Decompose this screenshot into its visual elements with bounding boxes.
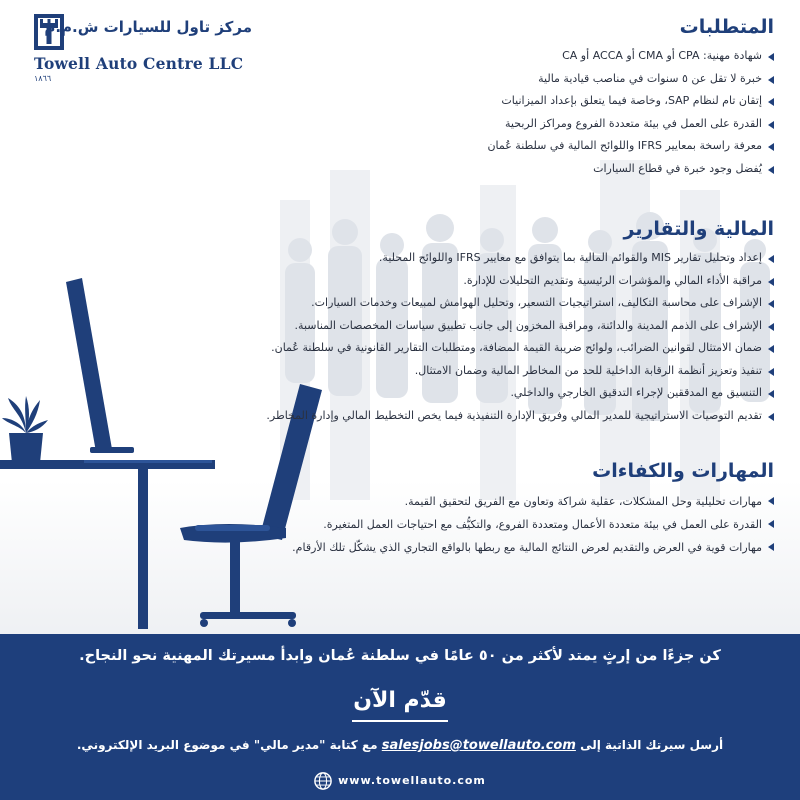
footer-banner — [0, 634, 800, 800]
list-item: الإشراف على الذمم المدينة والدائنة، ومراقبة المخزون إلى جانب تطبيق سياسات المخصصات المناسبة. — [254, 318, 774, 335]
send-cv-instructions — [0, 738, 800, 753]
plant-icon — [2, 396, 48, 463]
skills-section — [254, 458, 774, 561]
list-item: تقديم التوصيات الاستراتيجية للمدير المالي وفريق الإدارة التنفيذية فيما يخص التخطيط المالي وإدارة المخاطر. — [254, 408, 774, 425]
apply-now-heading: قدّم الآن — [353, 688, 447, 713]
company-logo — [32, 14, 252, 86]
apply-underline — [352, 720, 448, 722]
monitor — [66, 278, 134, 453]
list-item: إعداد وتحليل تقارير MIS والقوائم المالية بما يتوافق مع معايير IFRS واللوائح المحلية. — [254, 250, 774, 267]
list-item: معرفة راسخة بمعايير IFRS واللوائح المالية في سلطنة عُمان — [254, 138, 774, 155]
list-item: مراقبة الأداء المالي والمؤشرات الرئيسية وتقديم التحليلات للإدارة. — [254, 273, 774, 290]
job-details — [254, 14, 774, 554]
email-link[interactable]: salesjobs@towellauto.com — [381, 738, 576, 753]
list-item: شهادة مهنية: CPA أو CMA أو ACCA أو CA — [254, 48, 774, 65]
skills-list — [254, 492, 774, 557]
list-item: ضمان الامتثال لقوانين الضرائب، ولوائح ضريبة القيمة المضافة، ومتطلبات التقارير القانونية في سلطنة عُمان. — [254, 340, 774, 357]
skills-title: المهارات والكفاءات — [592, 460, 774, 482]
requirements-section — [254, 14, 774, 177]
list-item: يُفضل وجود خبرة في قطاع السيارات — [254, 161, 774, 178]
website-row — [0, 772, 800, 790]
requirements-list — [254, 48, 774, 177]
list-item: الإشراف على محاسبة التكاليف، استراتيجيات التسعير، وتحليل الهوامش لمبيعات وخدمات السيارات. — [254, 295, 774, 312]
finance-list — [254, 250, 774, 424]
requirements-title: المتطلبات — [679, 16, 774, 38]
finance-section — [254, 216, 774, 430]
logo-arabic-name: مركز تاول للسيارات ش.م.م — [44, 18, 252, 36]
logo-year: ١٨٦٦ — [34, 74, 52, 83]
list-item: خبرة لا تقل عن ٥ سنوات في مناصب قيادية مالية — [254, 71, 774, 88]
list-item: إتقان تام لنظام SAP، وخاصة فيما يتعلق بإعداد الميزانيات — [254, 93, 774, 110]
list-item: التنسيق مع المدققين لإجراء التدقيق الخارجي والداخلي. — [254, 385, 774, 402]
send-suffix: مع كتابة "مدير مالي" في موضوع البريد الإلكتروني. — [76, 738, 378, 752]
tagline: كن جزءًا من إرثٍ يمتد لأكثر من ٥٠ عامًا في سلطنة عُمان وابدأ مسيرتك المهنية نحو النجاح. — [79, 648, 721, 664]
logo-english-name: Towell Auto Centre LLC — [34, 54, 244, 73]
list-item: القدرة على العمل في بيئة متعددة الأعمال ومتعددة الفروع، والتكيُّف مع احتياجات العمل المتغيرة. — [254, 515, 774, 534]
list-item: مهارات تحليلية وحل المشكلات، عقلية شراكة وتعاون مع الفريق لتحقيق القيمة. — [254, 492, 774, 511]
list-item: تنفيذ وتعزيز أنظمة الرقابة الداخلية للحد من المخاطر المالية وضمان الامتثال. — [254, 363, 774, 380]
website-link[interactable]: www.towellauto.com — [338, 774, 486, 787]
globe-icon — [314, 772, 332, 790]
list-item: القدرة على العمل في بيئة متعددة الفروع ومراكز الربحية — [254, 116, 774, 133]
send-prefix: أرسل سيرتك الذاتية إلى — [580, 738, 724, 752]
list-item: مهارات قوية في العرض والتقديم لعرض النتائج المالية مع ربطها بالواقع التجاري الذي يشكّل تلك الأرقام. — [254, 538, 774, 557]
finance-title: المالية والتقارير — [623, 218, 774, 240]
